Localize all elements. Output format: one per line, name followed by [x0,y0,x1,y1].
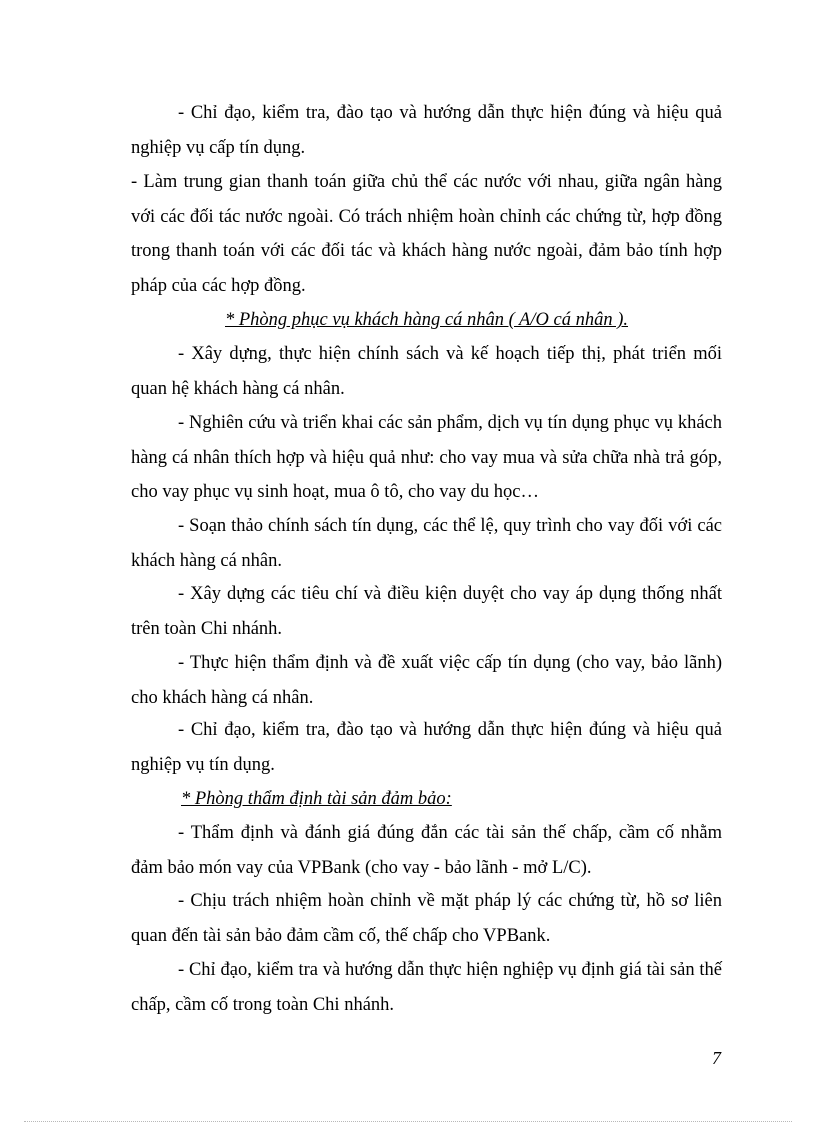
paragraph-collateral-assessment: - Thẩm định và đánh giá đúng đắn các tài sản thế chấp, cầm cố nhằm đảm bảo món vay của VPBank (cho vay - bảo lãnh - mở L/C). [131,823,722,878]
paragraph-approval-criteria: - Xây dựng các tiêu chí và điều kiện duyệt cho vay áp dụng thống nhất trên toàn Chi nhánh. [131,584,722,639]
paragraph-valuation-guidance: - Chỉ đạo, kiểm tra và hướng dẫn thực hiện nghiệp vụ định giá tài sản thế chấp, cầm cố trong toàn Chi nhánh. [131,960,722,1015]
paragraph-marketing-policy: - Xây dựng, thực hiện chính sách và kế hoạch tiếp thị, phát triển mối quan hệ khách hàng cá nhân. [131,344,722,399]
paragraph-payment-intermediary: - Làm trung gian thanh toán giữa chủ thể các nước với nhau, giữa ngân hàng với các đối tác nước ngoài. Có trách nhiệm hoàn chỉnh các chứng từ, hợp đồng trong thanh toán với các đối tác và khách hàng nước ngoài, đảm bảo tính hợp pháp của các hợp đồng. [131,172,722,296]
paragraph-legal-documents: - Chịu trách nhiệm hoàn chỉnh về mặt pháp lý các chứng từ, hồ sơ liên quan đến tài sản bảo đảm cầm cố, thế chấp cho VPBank. [131,891,722,946]
section-heading-personal-customers: * Phòng phục vụ khách hàng cá nhân ( A/O cá nhân ). [225,310,628,330]
paragraph-credit-direction: - Chỉ đạo, kiểm tra, đào tạo và hướng dẫn thực hiện đúng và hiệu quả nghiệp vụ cấp tín dụng. [131,103,722,158]
paragraph-credit-policy-drafting: - Soạn thảo chính sách tín dụng, các thể lệ, quy trình cho vay đối với các khách hàng cá nhân. [131,516,722,571]
page-number: 7 [712,1048,721,1068]
paragraph-credit-guidance: - Chỉ đạo, kiểm tra, đào tạo và hướng dẫn thực hiện đúng và hiệu quả nghiệp vụ tín dụng. [131,720,722,775]
paragraph-credit-appraisal: - Thực hiện thẩm định và đề xuất việc cấp tín dụng (cho vay, bảo lãnh) cho khách hàng cá nhân. [131,653,722,708]
section-heading-collateral-appraisal: * Phòng thẩm định tài sản đảm bảo: [181,789,452,809]
paragraph-product-research: - Nghiên cứu và triển khai các sản phẩm, dịch vụ tín dụng phục vụ khách hàng cá nhân thích hợp và hiệu quả như: cho vay mua và sửa chữa nhà trả góp, cho vay phục vụ sinh hoạt, mua ô tô, cho vay du học… [131,413,722,502]
footer-divider [24,1121,792,1122]
